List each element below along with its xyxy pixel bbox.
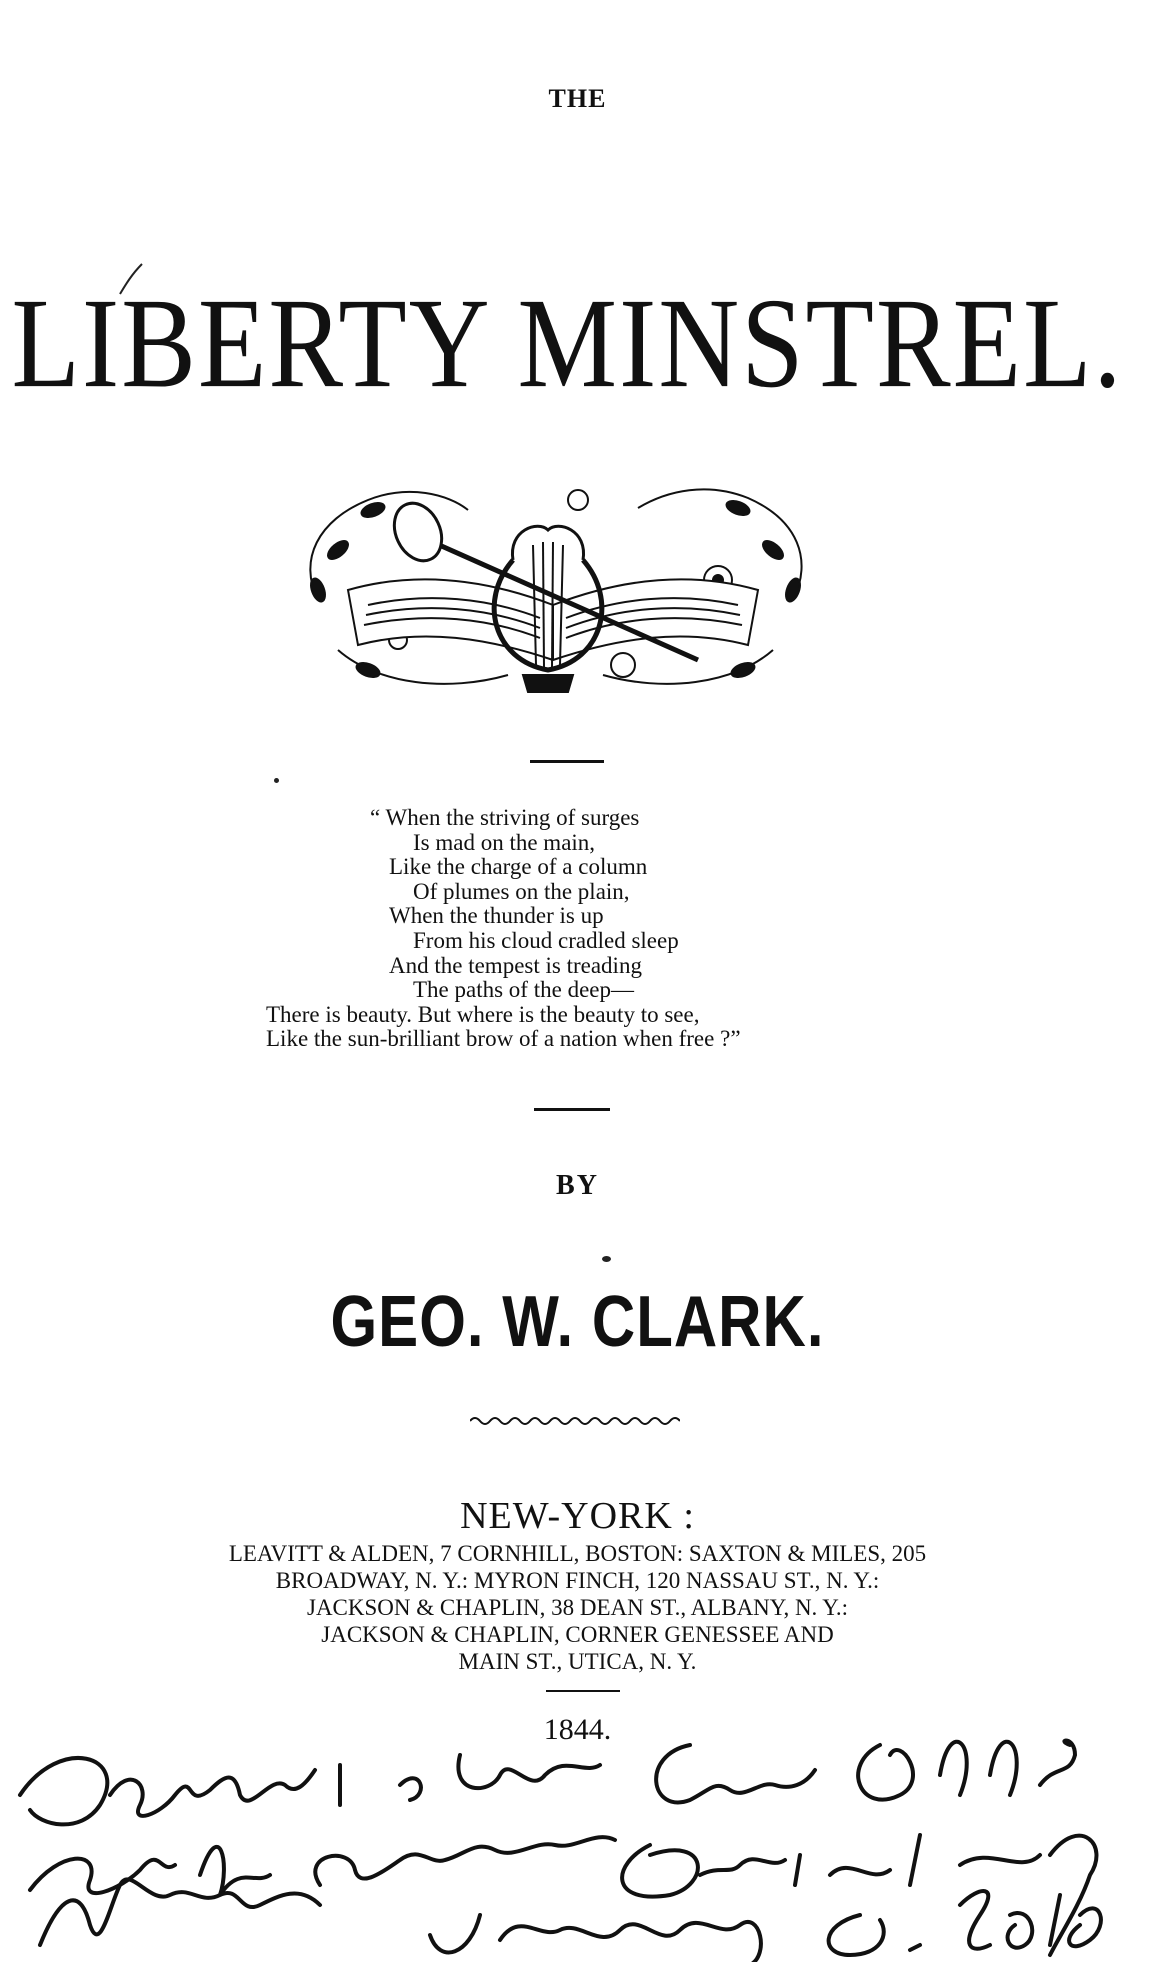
wavy-rule [470,1413,680,1427]
title-article: THE [548,84,607,113]
poem-line: When the thunder is up [389,903,604,929]
imprint-line: MAIN ST., UTICA, N. Y. [458,1649,697,1674]
imprint-line: JACKSON & CHAPLIN, CORNER GENESSEE AND [321,1622,834,1647]
epigraph-poem [266,806,906,1052]
poem-line: “ When the striving of surges [370,805,640,830]
poem-line: Is mad on the main, [413,829,596,855]
poem-line: There is beauty. But where is the beauty to see, [266,1001,700,1027]
ornamental-rule [530,760,604,763]
author-name: GEO. W. CLARK. [330,1281,825,1362]
poem-line: And the tempest is treading [389,952,642,978]
ornamental-rule [534,1108,610,1111]
lyre-trumpet-vignette [278,470,833,700]
publication-city: NEW-YORK : [460,1495,695,1537]
speck-mark [274,778,279,783]
imprint-line: LEAVITT & ALDEN, 7 CORNHILL, BOSTON: SAXTON & MILES, 205 [228,1541,927,1566]
poem-line: Like the charge of a column [389,854,648,880]
publisher-imprint [0,1540,1155,1675]
poem-line: Of plumes on the plain, [413,878,630,904]
handwritten-copyright-note [0,1715,1155,1962]
poem-line: From his cloud cradled sleep [413,927,679,953]
imprint-line: BROADWAY, N. Y.: MYRON FINCH, 120 NASSAU ST., N. Y.: [275,1568,880,1593]
speck-mark [602,1256,611,1262]
book-title: LIBERTY MINSTREL. [11,272,1124,415]
byline-label: BY [556,1170,599,1201]
ornamental-rule [546,1690,620,1692]
imprint-line: JACKSON & CHAPLIN, 38 DEAN ST., ALBANY, N. Y.: [307,1595,848,1620]
publication-year: 1844. [543,1713,612,1746]
poem-line: The paths of the deep— [413,977,634,1003]
poem-line: Like the sun-brilliant brow of a nation when free ?” [266,1026,741,1052]
